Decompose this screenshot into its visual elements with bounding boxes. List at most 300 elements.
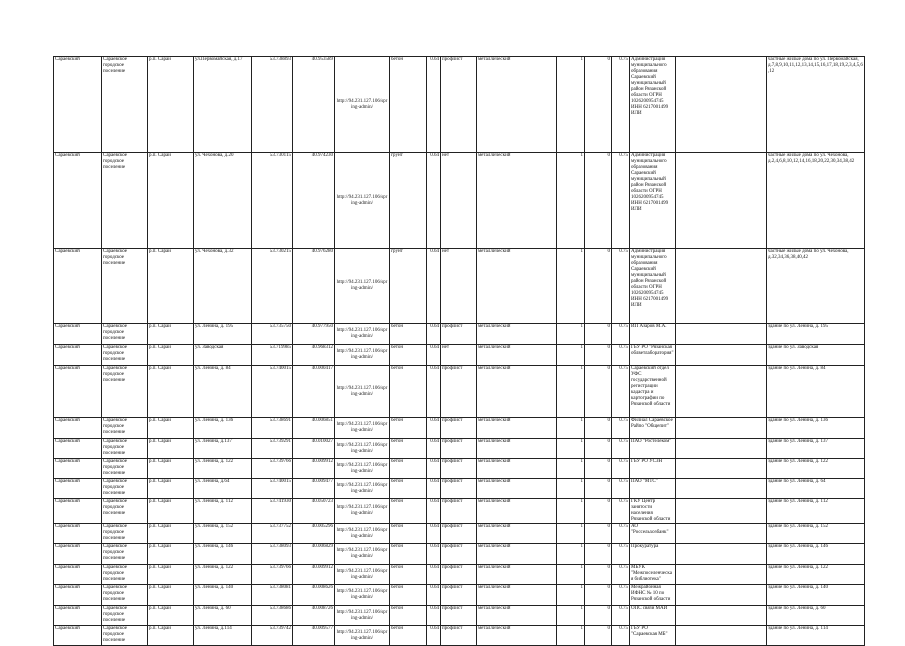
empty-cell	[676, 57, 767, 153]
latitude-cell: 53.740015	[252, 479, 293, 499]
area-cell: 0.64	[427, 499, 441, 524]
material-cell: металлический	[477, 544, 557, 565]
table-row	[54, 439, 865, 459]
surface-cell: бетон	[390, 565, 427, 585]
fence-cell: профлист	[441, 324, 477, 345]
surface-cell: бетон	[390, 479, 427, 499]
waste-sources-cell: здание по ул. Ленина, д. 137	[767, 439, 865, 459]
latitude-cell: 53.738691	[252, 418, 293, 439]
district-cell: Сараевский	[54, 324, 102, 345]
table-row	[54, 418, 865, 439]
container-count-cell: 1	[557, 585, 585, 606]
owner-cell: ГБУ РО "Рязанская облветлаборатория"	[630, 345, 676, 366]
area-cell: 0.64	[427, 565, 441, 585]
latitude-cell: 53.737752	[252, 524, 293, 544]
fence-cell: профлист	[441, 459, 477, 479]
empty-cell	[676, 606, 767, 626]
table-row	[54, 324, 865, 345]
owner-cell: ГКУ Центр занятости населения Рязанской области	[630, 499, 676, 524]
planned-count-cell: 0	[585, 249, 612, 324]
fence-cell: профлист	[441, 585, 477, 606]
locality-cell: р.п. Сараи	[148, 499, 194, 524]
table-row	[54, 606, 865, 626]
volume-cell: 0.75	[612, 459, 630, 479]
latitude-cell: 53.719985	[252, 345, 293, 366]
map-link-cell[interactable]: http://94.231.127.106/spr ing-admin/	[335, 606, 390, 626]
longitude-cell: 40.050723	[293, 499, 335, 524]
surface-cell: бетон	[390, 585, 427, 606]
material-cell: металлический	[477, 366, 557, 418]
longitude-cell: 40.010027	[293, 439, 335, 459]
longitude-cell: 40.977950	[293, 324, 335, 345]
area-cell: 0.64	[427, 57, 441, 153]
district-cell: Сараевский	[54, 499, 102, 524]
waste-sources-cell: здание по ул. Ленина, д. 114	[767, 626, 865, 646]
owner-cell: ПАО "Ростелеком"	[630, 439, 676, 459]
latitude-cell: 53.738893	[252, 57, 293, 153]
planned-count-cell: 0	[585, 606, 612, 626]
planned-count-cell: 0	[585, 324, 612, 345]
volume-cell: 0.75	[612, 585, 630, 606]
district-cell: Сараевский	[54, 565, 102, 585]
address-cell: ул. Ленина, д. 195	[194, 324, 252, 345]
map-link-cell[interactable]: http://94.231.127.106/spr ing-admin/	[335, 626, 390, 646]
container-count-cell: 1	[557, 565, 585, 585]
district-cell: Сараевский	[54, 345, 102, 366]
waste-sources-cell: здание по ул. Ленина, д. 112	[767, 499, 865, 524]
area-cell: 0.64	[427, 345, 441, 366]
latitude-cell: 53.735750	[252, 324, 293, 345]
address-cell: ул.Первомайская, д.17	[194, 57, 252, 153]
address-cell: ул. Ленина, д. 84	[194, 366, 252, 418]
volume-cell: 0.75	[612, 249, 630, 324]
surface-cell: бетон	[390, 499, 427, 524]
locality-cell: р.п. Сараи	[148, 544, 194, 565]
locality-cell: р.п. Сараи	[148, 524, 194, 544]
latitude-cell: 53.738093	[252, 544, 293, 565]
settlement-cell: Сараевское городское поселение	[102, 626, 148, 646]
longitude-cell: 40.006829	[293, 544, 335, 565]
surface-cell: бетон	[390, 345, 427, 366]
map-link-cell[interactable]: http://94.231.127.106/spr ing-admin/	[335, 57, 390, 153]
locality-cell: р.п. Сараи	[148, 459, 194, 479]
planned-count-cell: 0	[585, 459, 612, 479]
fence-cell: профлист	[441, 565, 477, 585]
map-link-cell[interactable]: http://94.231.127.106/spr ing-admin/	[335, 439, 390, 459]
planned-count-cell: 0	[585, 439, 612, 459]
area-cell: 0.64	[427, 418, 441, 439]
owner-cell: ГБУ РО "Сараевская МБ"	[630, 626, 676, 646]
district-cell: Сараевский	[54, 585, 102, 606]
locality-cell: р.п. Сараи	[148, 153, 194, 249]
area-cell: 0.64	[427, 459, 441, 479]
empty-cell	[676, 459, 767, 479]
fence-cell: профлист	[441, 544, 477, 565]
map-link-cell[interactable]: http://94.231.127.106/spr ing-admin/	[335, 418, 390, 439]
latitude-cell: 53.739766	[252, 459, 293, 479]
planned-count-cell: 0	[585, 57, 612, 153]
planned-count-cell: 0	[585, 626, 612, 646]
settlement-cell: Сараевское городское поселение	[102, 324, 148, 345]
container-count-cell: 1	[557, 524, 585, 544]
latitude-cell: 53.740015	[252, 366, 293, 418]
locality-cell: р.п. Сараи	[148, 249, 194, 324]
settlement-cell: Сараевское городское поселение	[102, 345, 148, 366]
address-cell: ул. Чехонова, д.20	[194, 153, 252, 249]
container-count-cell: 1	[557, 366, 585, 418]
container-count-cell: 1	[557, 345, 585, 366]
container-count-cell: 1	[557, 249, 585, 324]
address-cell: ул. Ленина, д. 152	[194, 524, 252, 544]
owner-cell: ИП Азаров М.А.	[630, 324, 676, 345]
container-count-cell: 1	[557, 153, 585, 249]
owner-cell: ПАО "МТС"	[630, 479, 676, 499]
empty-cell	[676, 324, 767, 345]
fence-cell: нет	[441, 153, 477, 249]
longitude-cell: 40.974230	[293, 153, 335, 249]
waste-sources-cell: здание по ул. Ленина, д. 122	[767, 565, 865, 585]
volume-cell: 0.75	[612, 366, 630, 418]
settlement-cell: Сараевское городское поселение	[102, 524, 148, 544]
surface-cell: бетон	[390, 459, 427, 479]
empty-cell	[676, 249, 767, 324]
empty-cell	[676, 565, 767, 585]
owner-cell: Сараевский отдел УФС государственной регистрации кадастра и картографии по Рязанской области	[630, 366, 676, 418]
owner-cell: Администрация муниципального образования Сараевский муниципальный район Рязанской области ОГРН 1026200954745 ИНН 6217001499 ИЛИ	[630, 153, 676, 249]
settlement-cell: Сараевское городское поселение	[102, 585, 148, 606]
table-row	[54, 585, 865, 606]
table-body	[54, 57, 865, 646]
volume-cell: 0.75	[612, 499, 630, 524]
address-cell: ул. Чехонова, д.32	[194, 249, 252, 324]
settlement-cell: Сараевское городское поселение	[102, 499, 148, 524]
address-cell: ул. Ленина, д. 136	[194, 418, 252, 439]
volume-cell: 0.75	[612, 606, 630, 626]
district-cell: Сараевский	[54, 524, 102, 544]
planned-count-cell: 0	[585, 418, 612, 439]
waste-sources-cell: здание по ул. Ленина, д. 122	[767, 459, 865, 479]
fence-cell: профлист	[441, 524, 477, 544]
empty-cell	[676, 366, 767, 418]
settlement-cell: Сараевское городское поселение	[102, 459, 148, 479]
waste-sources-cell: здание по ул. Ленина, д. 146	[767, 544, 865, 565]
owner-cell: Администрация муниципального образования Сараевский муниципальный район Рязанской области ОГРН 1026200954745 ИНН 6217001499 ИЛИ	[630, 57, 676, 153]
volume-cell: 0.75	[612, 324, 630, 345]
longitude-cell: 40.008626	[293, 585, 335, 606]
fence-cell: нет	[441, 345, 477, 366]
map-link-cell[interactable]: http://94.231.127.106/spr ing-admin/	[335, 585, 390, 606]
address-cell: ул. Ленина, д.114	[194, 626, 252, 646]
volume-cell: 0.75	[612, 439, 630, 459]
volume-cell: 0.75	[612, 544, 630, 565]
latitude-cell: 53.738081	[252, 585, 293, 606]
register-table	[53, 56, 865, 646]
locality-cell: р.п. Сараи	[148, 324, 194, 345]
longitude-cell: 40.968312	[293, 345, 335, 366]
district-cell: Сараевский	[54, 606, 102, 626]
empty-cell	[676, 585, 767, 606]
locality-cell: р.п. Сараи	[148, 439, 194, 459]
map-link-cell[interactable]: http://94.231.127.106/spr ing-admin/	[335, 345, 390, 366]
address-cell: ул. Ленина, д. 112	[194, 499, 252, 524]
planned-count-cell: 0	[585, 345, 612, 366]
owner-cell: Прокуратура	[630, 544, 676, 565]
map-link-cell[interactable]: http://94.231.127.106/spr ing-admin/	[335, 249, 390, 324]
table-row	[54, 345, 865, 366]
map-link-cell[interactable]: http://94.231.127.106/spr ing-admin/	[335, 366, 390, 418]
surface-cell: бетон	[390, 57, 427, 153]
container-count-cell: 1	[557, 499, 585, 524]
surface-cell: бетон	[390, 524, 427, 544]
longitude-cell: 40.000417	[293, 366, 335, 418]
fence-cell: профлист	[441, 499, 477, 524]
empty-cell	[676, 544, 767, 565]
district-cell: Сараевский	[54, 479, 102, 499]
district-cell: Сараевский	[54, 439, 102, 459]
longitude-cell: 40.009912	[293, 459, 335, 479]
fence-cell: нет	[441, 249, 477, 324]
container-count-cell: 1	[557, 606, 585, 626]
fence-cell: профлист	[441, 626, 477, 646]
map-link-cell[interactable]: http://94.231.127.106/spr ing-admin/	[335, 565, 390, 585]
planned-count-cell: 0	[585, 499, 612, 524]
area-cell: 0.64	[427, 324, 441, 345]
district-cell: Сараевский	[54, 57, 102, 153]
volume-cell: 0.75	[612, 479, 630, 499]
empty-cell	[676, 345, 767, 366]
material-cell: металлический	[477, 524, 557, 544]
material-cell: металлический	[477, 57, 557, 153]
settlement-cell: Сараевское городское поселение	[102, 439, 148, 459]
locality-cell: р.п. Сараи	[148, 366, 194, 418]
district-cell: Сараевский	[54, 153, 102, 249]
owner-cell: АО "Россельхозбанк"	[630, 524, 676, 544]
settlement-cell: Сараевское городское поселение	[102, 565, 148, 585]
container-count-cell: 1	[557, 626, 585, 646]
planned-count-cell: 0	[585, 565, 612, 585]
area-cell: 0.64	[427, 249, 441, 324]
volume-cell: 0.75	[612, 418, 630, 439]
table-row	[54, 459, 865, 479]
material-cell: металлический	[477, 418, 557, 439]
locality-cell: р.п. Сараи	[148, 57, 194, 153]
owner-cell: Филиал Сараевское Райпо "Общепит"	[630, 418, 676, 439]
area-cell: 0.64	[427, 585, 441, 606]
volume-cell: 0.75	[612, 565, 630, 585]
district-cell: Сараевский	[54, 626, 102, 646]
settlement-cell: Сараевское городское поселение	[102, 57, 148, 153]
latitude-cell: 53.730215	[252, 249, 293, 324]
volume-cell: 0.75	[612, 153, 630, 249]
surface-cell: бетон	[390, 544, 427, 565]
surface-cell: бетон	[390, 366, 427, 418]
surface-cell: бетон	[390, 439, 427, 459]
material-cell: металлический	[477, 439, 557, 459]
address-cell: ул. Ленина, д. 140	[194, 585, 252, 606]
district-cell: Сараевский	[54, 544, 102, 565]
map-link-cell[interactable]: http://94.231.127.106/spr ing-admin/	[335, 324, 390, 345]
table-row	[54, 249, 865, 324]
surface-cell: бетон	[390, 324, 427, 345]
empty-cell	[676, 626, 767, 646]
locality-cell: р.п. Сараи	[148, 626, 194, 646]
longitude-cell: 40.005296	[293, 524, 335, 544]
empty-cell	[676, 418, 767, 439]
volume-cell: 0.75	[612, 524, 630, 544]
settlement-cell: Сараевское городское поселение	[102, 544, 148, 565]
area-cell: 0.64	[427, 606, 441, 626]
settlement-cell: Сараевское городское поселение	[102, 249, 148, 324]
table-row	[54, 524, 865, 544]
address-cell: ул. Заводская	[194, 345, 252, 366]
material-cell: металлический	[477, 479, 557, 499]
material-cell: металлический	[477, 565, 557, 585]
empty-cell	[676, 153, 767, 249]
material-cell: металлический	[477, 153, 557, 249]
longitude-cell: 40.009912	[293, 565, 335, 585]
surface-cell: грунт	[390, 153, 427, 249]
map-link-cell[interactable]: http://94.231.127.106/spr ing-admin/	[335, 153, 390, 249]
area-cell: 0.64	[427, 153, 441, 249]
area-cell: 0.64	[427, 479, 441, 499]
waste-sources-cell: частные жилые дома по ул. Чехонова, д.32,34,36,38,40,42	[767, 249, 865, 324]
owner-cell: ГБУ РО УСЗН	[630, 459, 676, 479]
longitude-cell: 40.953589	[293, 57, 335, 153]
owner-cell: МБУК "Межпоселенческая библиотека"	[630, 565, 676, 585]
table-row	[54, 626, 865, 646]
address-cell: ул. Ленина, д. 60	[194, 606, 252, 626]
empty-cell	[676, 499, 767, 524]
longitude-cell: 40.008726	[293, 606, 335, 626]
fence-cell: профлист	[441, 366, 477, 418]
waste-sources-cell: здание по ул. Ленина, д. 152	[767, 524, 865, 544]
owner-cell: Межрайонная ИФНС № 10 по Рязанской области	[630, 585, 676, 606]
longitude-cell: 40.006851	[293, 418, 335, 439]
table-row	[54, 366, 865, 418]
surface-cell: грунт	[390, 249, 427, 324]
settlement-cell: Сараевское городское поселение	[102, 366, 148, 418]
surface-cell: бетон	[390, 606, 427, 626]
map-link-cell[interactable]: http://94.231.127.106/spr ing-admin/	[335, 524, 390, 544]
longitude-cell: 40.009577	[293, 626, 335, 646]
district-cell: Сараевский	[54, 459, 102, 479]
table-row	[54, 499, 865, 524]
material-cell: металлический	[477, 324, 557, 345]
district-cell: Сараевский	[54, 418, 102, 439]
material-cell: металлический	[477, 606, 557, 626]
address-cell: ул. Ленина, д. 122	[194, 565, 252, 585]
waste-sources-cell: здание по ул. Ленина, д. 195	[767, 324, 865, 345]
waste-sources-cell: здание по ул. Ленина, д. 60	[767, 606, 865, 626]
map-link-cell[interactable]: http://94.231.127.106/spr ing-admin/	[335, 459, 390, 479]
container-count-cell: 1	[557, 57, 585, 153]
area-cell: 0.64	[427, 366, 441, 418]
fence-cell: профлист	[441, 606, 477, 626]
map-link-cell[interactable]: http://94.231.127.106/spr ing-admin/	[335, 499, 390, 524]
latitude-cell: 53.730115	[252, 153, 293, 249]
surface-cell: бетон	[390, 418, 427, 439]
locality-cell: р.п. Сараи	[148, 479, 194, 499]
owner-cell: ОПС связи МАИ	[630, 606, 676, 626]
waste-sources-cell: здание по ул. Ленина, д. 64	[767, 479, 865, 499]
table-row	[54, 544, 865, 565]
address-cell: ул. Ленина, д. 122	[194, 459, 252, 479]
planned-count-cell: 0	[585, 153, 612, 249]
settlement-cell: Сараевское городское поселение	[102, 418, 148, 439]
planned-count-cell: 0	[585, 366, 612, 418]
table-row	[54, 57, 865, 153]
settlement-cell: Сараевское городское поселение	[102, 153, 148, 249]
table-row	[54, 565, 865, 585]
latitude-cell: 53.739291	[252, 439, 293, 459]
container-count-cell: 1	[557, 479, 585, 499]
map-link-cell[interactable]: http://94.231.127.106/spr ing-admin/	[335, 479, 390, 499]
area-cell: 0.64	[427, 439, 441, 459]
locality-cell: р.п. Сараи	[148, 585, 194, 606]
empty-cell	[676, 524, 767, 544]
owner-cell: Администрация муниципального образования Сараевский муниципальный район Рязанской области ОГРН 1026200954745 ИНН 6217001499 ИЛИ	[630, 249, 676, 324]
waste-sources-cell: частные жилые дома по ул. Первомайская, д.7,8,9,10,11,12,13,14,15,16,17,18,19,2,3,4,5,6,12	[767, 57, 865, 153]
latitude-cell: 53.739742	[252, 626, 293, 646]
material-cell: металлический	[477, 585, 557, 606]
planned-count-cell: 0	[585, 524, 612, 544]
fence-cell: профлист	[441, 479, 477, 499]
container-count-cell: 1	[557, 418, 585, 439]
address-cell: ул. Ленина, д. 146	[194, 544, 252, 565]
planned-count-cell: 0	[585, 544, 612, 565]
material-cell: металлический	[477, 499, 557, 524]
longitude-cell: 40.009477	[293, 479, 335, 499]
material-cell: металлический	[477, 345, 557, 366]
waste-sources-cell: здание по ул. Ленина, д. 140	[767, 585, 865, 606]
empty-cell	[676, 479, 767, 499]
planned-count-cell: 0	[585, 479, 612, 499]
locality-cell: р.п. Сараи	[148, 345, 194, 366]
waste-sources-cell: здание по ул. Ленина, д. 136	[767, 418, 865, 439]
fence-cell: профлист	[441, 57, 477, 153]
container-count-cell: 1	[557, 544, 585, 565]
empty-cell	[676, 439, 767, 459]
latitude-cell: 53.739766	[252, 565, 293, 585]
waste-sources-cell: здание по ул. Заводская	[767, 345, 865, 366]
longitude-cell: 40.976280	[293, 249, 335, 324]
waste-sources-cell: частные жилые дома по ул. Чехонова, д.2,4,6,8,10,12,14,16,18,20,22,30,34,38,42	[767, 153, 865, 249]
locality-cell: р.п. Сараи	[148, 418, 194, 439]
address-cell: ул. Ленина, д.64	[194, 479, 252, 499]
table-row	[54, 153, 865, 249]
settlement-cell: Сараевское городское поселение	[102, 606, 148, 626]
material-cell: металлический	[477, 459, 557, 479]
surface-cell: бетон	[390, 626, 427, 646]
area-cell: 0.64	[427, 524, 441, 544]
material-cell: металлический	[477, 626, 557, 646]
latitude-cell: 53.738686	[252, 606, 293, 626]
container-count-cell: 1	[557, 459, 585, 479]
map-link-cell[interactable]: http://94.231.127.106/spr ing-admin/	[335, 544, 390, 565]
area-cell: 0.64	[427, 626, 441, 646]
volume-cell: 0.75	[612, 345, 630, 366]
area-cell: 0.64	[427, 544, 441, 565]
settlement-cell: Сараевское городское поселение	[102, 479, 148, 499]
latitude-cell: 53.741930	[252, 499, 293, 524]
volume-cell: 0.75	[612, 57, 630, 153]
district-cell: Сараевский	[54, 249, 102, 324]
container-count-cell: 1	[557, 439, 585, 459]
fence-cell: профлист	[441, 439, 477, 459]
planned-count-cell: 0	[585, 585, 612, 606]
locality-cell: р.п. Сараи	[148, 606, 194, 626]
container-count-cell: 1	[557, 324, 585, 345]
